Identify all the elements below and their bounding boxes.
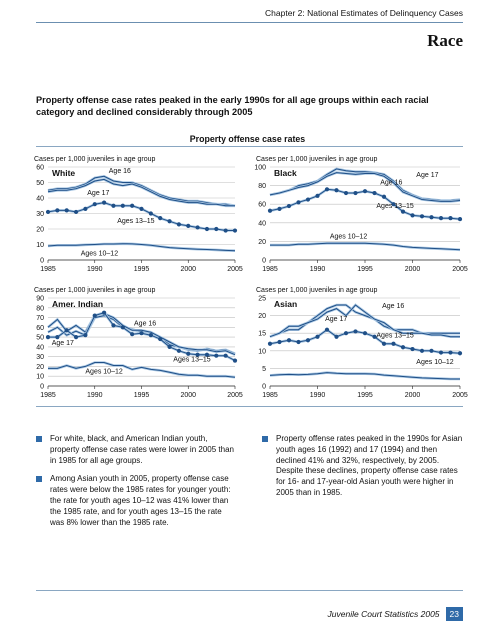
- series-label: Age 17: [325, 315, 348, 323]
- data-point: [306, 338, 310, 342]
- series-shadow: [48, 363, 235, 378]
- data-point: [46, 210, 50, 214]
- y-tick-label: 60: [258, 201, 266, 209]
- y-tick-label: 20: [36, 363, 44, 371]
- data-point: [439, 350, 443, 354]
- data-point: [382, 342, 386, 346]
- data-point: [334, 335, 338, 339]
- x-tick-label: 2005: [452, 392, 468, 399]
- y-tick-label: 10: [258, 348, 266, 356]
- data-point: [111, 323, 115, 327]
- x-tick-label: 2005: [452, 266, 468, 273]
- data-point: [83, 207, 87, 211]
- y-tick-label: 0: [262, 257, 266, 265]
- series-label: Ages 10–12: [416, 359, 454, 367]
- y-axis-label: Cases per 1,000 juveniles in age group: [256, 156, 378, 163]
- data-point: [214, 354, 218, 358]
- footer-title: Juvenile Court Statistics 2005: [327, 609, 440, 619]
- data-point: [214, 227, 218, 231]
- x-tick-label: 2000: [404, 392, 421, 399]
- y-tick-label: 40: [36, 195, 44, 203]
- data-point: [429, 349, 433, 353]
- data-point: [296, 340, 300, 344]
- series-label: Ages 10–12: [329, 233, 368, 241]
- data-point: [315, 194, 319, 198]
- data-point: [448, 350, 452, 354]
- figure-rule-bottom: [36, 406, 463, 407]
- panel-label: White: [52, 168, 76, 178]
- note-text: For white, black, and American Indian youth, property offense case rates were lower in 2005 than in 1985 for all age groups.: [50, 434, 234, 465]
- y-tick-label: 50: [36, 334, 44, 342]
- series-shadow: [48, 176, 235, 206]
- data-point: [296, 200, 300, 204]
- data-point: [83, 333, 87, 337]
- x-tick-label: 1985: [262, 266, 278, 273]
- note-text: Property offense rates peaked in the 1990s for Asian youth ages 16 (1992) and 17 (1994) and then declined 41% and 32%, respectively, by 2005. Despite these declines, property offense case rates for 16- and 17-year-old Asian youth were higher in 2005 than in 1985.: [276, 434, 463, 497]
- y-tick-label: 30: [36, 354, 44, 362]
- notes-right: [262, 434, 464, 507]
- data-point: [158, 216, 162, 220]
- x-tick-label: 2000: [180, 266, 197, 273]
- data-point: [363, 189, 367, 193]
- y-tick-label: 20: [36, 226, 44, 234]
- data-point: [325, 187, 329, 191]
- y-tick-label: 60: [36, 324, 44, 332]
- x-tick-label: 1985: [40, 266, 56, 273]
- data-point: [420, 349, 424, 353]
- data-point: [458, 217, 462, 221]
- data-point: [196, 225, 200, 229]
- y-tick-label: 15: [258, 330, 266, 338]
- data-point: [139, 331, 143, 335]
- header-rule: [36, 22, 463, 23]
- data-point: [177, 222, 181, 226]
- data-point: [353, 329, 357, 333]
- y-tick-label: 80: [36, 305, 44, 313]
- data-point: [268, 342, 272, 346]
- series-label: Ages 13–15: [376, 332, 414, 340]
- x-tick-label: 1990: [309, 266, 326, 273]
- data-point: [149, 211, 153, 215]
- y-tick-label: 0: [262, 383, 266, 391]
- data-point: [167, 219, 171, 223]
- y-tick-label: 0: [40, 383, 44, 391]
- data-point: [344, 191, 348, 195]
- data-point: [334, 188, 338, 192]
- y-tick-label: 90: [36, 295, 44, 303]
- data-point: [420, 214, 424, 218]
- data-point: [391, 342, 395, 346]
- y-tick-label: 100: [254, 164, 266, 172]
- y-axis-label: Cases per 1,000 juveniles in age group: [256, 287, 378, 294]
- y-tick-label: 20: [258, 313, 266, 321]
- note-item: [36, 474, 236, 528]
- data-point: [410, 213, 414, 217]
- x-tick-label: 1990: [86, 266, 103, 273]
- data-point: [353, 191, 357, 195]
- series-label: Age 17: [87, 189, 110, 197]
- data-point: [130, 204, 134, 208]
- series-label: Age 16: [134, 320, 157, 328]
- series-label: Age 16: [108, 168, 131, 176]
- headline: Property offense case rates peaked in the early 1990s for all age groups within each racial category and declined considerably through 2005: [36, 95, 429, 117]
- y-tick-label: 60: [36, 164, 44, 172]
- data-point: [410, 347, 414, 351]
- footer-rule: [36, 590, 463, 591]
- series-label: Ages 13–15: [173, 356, 211, 364]
- panel-label: Asian: [274, 299, 298, 309]
- x-tick-label: 1985: [40, 392, 56, 399]
- data-point: [325, 328, 329, 332]
- y-axis-label: Cases per 1,000 juveniles in age group: [34, 156, 156, 163]
- section-title: Race: [427, 31, 463, 50]
- data-point: [158, 337, 162, 341]
- note-item: [262, 434, 464, 499]
- series-label: Age 17: [51, 339, 74, 347]
- notes-right-list: [262, 434, 464, 499]
- y-tick-label: 25: [258, 295, 266, 303]
- y-tick-label: 80: [258, 183, 266, 191]
- panel-label: Black: [274, 168, 297, 178]
- bullet-icon: [262, 436, 268, 442]
- series-label: Ages 13–15: [117, 217, 155, 225]
- note-item: [36, 434, 236, 466]
- data-point: [74, 335, 78, 339]
- y-tick-label: 10: [36, 373, 44, 381]
- data-point: [65, 208, 69, 212]
- data-point: [287, 338, 291, 342]
- data-point: [130, 332, 134, 336]
- chart-black: [250, 152, 495, 277]
- data-point: [224, 354, 228, 358]
- data-point: [167, 345, 171, 349]
- data-point: [382, 195, 386, 199]
- data-point: [363, 331, 367, 335]
- data-point: [111, 204, 115, 208]
- data-point: [93, 314, 97, 318]
- data-point: [177, 349, 181, 353]
- note-text: Among Asian youth in 2005, property offense case rates were below the 1985 rates for younger youth: the rate for youth ages 10–12 was 41% lower than the 1985 rate, and for youth ages 13–15 the rate was 8% lower than the 1985 rate.: [50, 474, 231, 527]
- y-tick-label: 30: [36, 211, 44, 218]
- chart-white: [0, 152, 250, 277]
- figure-title: Property offense case rates: [189, 134, 306, 144]
- data-point: [224, 228, 228, 232]
- y-tick-label: 50: [36, 180, 44, 187]
- data-point: [233, 228, 237, 232]
- data-point: [55, 208, 59, 212]
- data-point: [121, 204, 125, 208]
- panel-label: Amer. Indian: [52, 299, 104, 309]
- x-tick-label: 2005: [227, 392, 243, 399]
- y-axis-label: Cases per 1,000 juveniles in age group: [34, 287, 156, 294]
- figure-rule: [36, 146, 463, 147]
- data-point: [268, 209, 272, 213]
- data-point: [372, 191, 376, 195]
- y-tick-label: 10: [36, 242, 44, 249]
- data-point: [74, 210, 78, 214]
- data-point: [46, 335, 50, 339]
- data-point: [65, 328, 69, 332]
- x-tick-label: 1995: [133, 266, 150, 273]
- data-point: [233, 358, 237, 362]
- data-point: [93, 202, 97, 206]
- data-point: [439, 216, 443, 220]
- y-tick-label: 40: [36, 344, 44, 352]
- data-point: [306, 197, 310, 201]
- chart-asian: [250, 283, 495, 403]
- y-tick-label: 20: [258, 238, 266, 246]
- y-tick-label: 70: [36, 315, 44, 323]
- x-tick-label: 1990: [86, 392, 103, 399]
- data-point: [186, 224, 190, 228]
- data-point: [121, 325, 125, 329]
- data-point: [344, 331, 348, 335]
- series-label: Age 16: [380, 179, 403, 187]
- series-label: Age 17: [416, 172, 439, 180]
- data-point: [102, 311, 106, 315]
- x-tick-label: 2000: [404, 266, 421, 273]
- x-tick-label: 1995: [133, 392, 150, 399]
- data-point: [149, 333, 153, 337]
- x-tick-label: 1985: [262, 392, 278, 399]
- y-tick-label: 0: [40, 257, 44, 265]
- notes-left-list: [36, 434, 236, 528]
- data-point: [186, 352, 190, 356]
- notes-left: [36, 434, 236, 536]
- y-tick-label: 5: [262, 365, 266, 373]
- data-point: [429, 215, 433, 219]
- data-point: [277, 207, 281, 211]
- data-point: [287, 204, 291, 208]
- data-point: [448, 216, 452, 220]
- page-number: 23: [446, 607, 463, 621]
- data-point: [315, 335, 319, 339]
- x-tick-label: 1995: [357, 266, 373, 273]
- x-tick-label: 1990: [309, 392, 326, 399]
- series-label: Ages 13–15: [376, 202, 414, 210]
- data-point: [205, 227, 209, 231]
- data-point: [277, 340, 281, 344]
- bullet-icon: [36, 436, 42, 442]
- series-label: Ages 10–12: [80, 250, 119, 258]
- data-point: [102, 201, 106, 205]
- bullet-icon: [36, 476, 42, 482]
- footer: [328, 607, 463, 621]
- data-point: [458, 351, 462, 355]
- series-label: Age 16: [382, 302, 405, 310]
- chapter-header: Chapter 2: National Estimates of Delinquency Cases: [265, 8, 463, 18]
- data-point: [139, 207, 143, 211]
- series-label: Ages 10–12: [85, 368, 123, 376]
- chart-amer-indian: [0, 283, 250, 403]
- data-point: [401, 210, 405, 214]
- x-tick-label: 2000: [180, 392, 197, 399]
- data-point: [55, 335, 59, 339]
- x-tick-label: 2005: [227, 266, 243, 273]
- x-tick-label: 1995: [357, 392, 373, 399]
- y-tick-label: 40: [258, 220, 266, 228]
- data-point: [401, 345, 405, 349]
